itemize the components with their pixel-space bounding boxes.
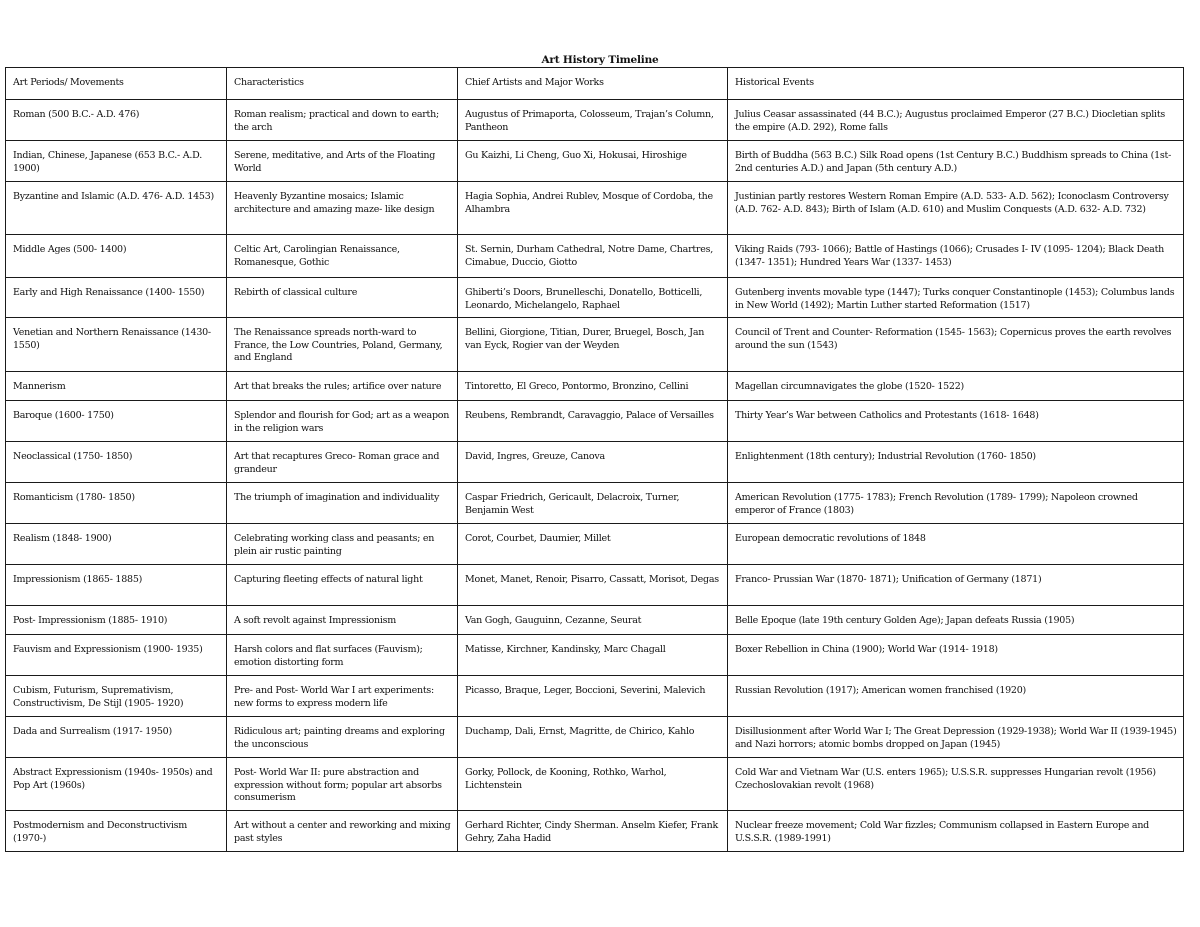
period-cell: Baroque (1600- 1750) <box>6 401 227 442</box>
events-cell: Franco- Prussian War (1870- 1871); Unification of Germany (1871) <box>728 565 1184 606</box>
table-row <box>6 676 1184 717</box>
table-row <box>6 635 1184 676</box>
events-cell: Boxer Rebellion in China (1900); World War (1914- 1918) <box>728 635 1184 676</box>
characteristics-cell: Pre- and Post- World War I art experiments: new forms to express modern life <box>227 676 458 717</box>
characteristics-cell: Art without a center and reworking and mixing past styles <box>227 811 458 852</box>
characteristics-cell: Rebirth of classical culture <box>227 278 458 318</box>
characteristics-cell: Serene, meditative, and Arts of the Floating World <box>227 141 458 182</box>
artists-cell: Caspar Friedrich, Gericault, Delacroix, Turner, Benjamin West <box>458 483 728 524</box>
events-cell: Viking Raids (793- 1066); Battle of Hastings (1066); Crusades I- IV (1095- 1204); Black Death (1347- 1351); Hundred Years War (1337- 1453) <box>728 235 1184 278</box>
period-cell: Post- Impressionism (1885- 1910) <box>6 606 227 635</box>
events-cell: Nuclear freeze movement; Cold War fizzles; Communism collapsed in Eastern Europe and U.S.S.R. (1989-1991) <box>728 811 1184 852</box>
table-row <box>6 565 1184 606</box>
table-row <box>6 758 1184 811</box>
characteristics-cell: A soft revolt against Impressionism <box>227 606 458 635</box>
artists-cell: Gorky, Pollock, de Kooning, Rothko, Warhol, Lichtenstein <box>458 758 728 811</box>
table-row <box>6 182 1184 235</box>
artists-cell: Monet, Manet, Renoir, Pisarro, Cassatt, Morisot, Degas <box>458 565 728 606</box>
period-cell: Impressionism (1865- 1885) <box>6 565 227 606</box>
artists-cell: Duchamp, Dali, Ernst, Magritte, de Chirico, Kahlo <box>458 717 728 758</box>
events-cell: Magellan circumnavigates the globe (1520- 1522) <box>728 372 1184 401</box>
events-cell: Enlightenment (18th century); Industrial Revolution (1760- 1850) <box>728 442 1184 483</box>
characteristics-cell: Art that recaptures Greco- Roman grace and grandeur <box>227 442 458 483</box>
column-header-events: Historical Events <box>728 68 1184 100</box>
period-cell: Romanticism (1780- 1850) <box>6 483 227 524</box>
table-row <box>6 318 1184 372</box>
events-cell: Cold War and Vietnam War (U.S. enters 1965); U.S.S.R. suppresses Hungarian revolt (1956) Czechoslovakian revolt (1968) <box>728 758 1184 811</box>
table-row <box>6 372 1184 401</box>
table-row <box>6 100 1184 141</box>
table-row <box>6 717 1184 758</box>
artists-cell: Ghiberti’s Doors, Brunelleschi, Donatello, Botticelli, Leonardo, Michelangelo, Raphael <box>458 278 728 318</box>
period-cell: Realism (1848- 1900) <box>6 524 227 565</box>
column-header-characteristics: Characteristics <box>227 68 458 100</box>
table-row <box>6 606 1184 635</box>
period-cell: Byzantine and Islamic (A.D. 476- A.D. 1453) <box>6 182 227 235</box>
artists-cell: Corot, Courbet, Daumier, Millet <box>458 524 728 565</box>
timeline-table <box>5 67 1184 852</box>
events-cell: Gutenberg invents movable type (1447); Turks conquer Constantinople (1453); Columbus lands in New World (1492); Martin Luther started Reformation (1517) <box>728 278 1184 318</box>
events-cell: Disillusionment after World War I; The Great Depression (1929-1938); World War II (1939-1945) and Nazi horrors; atomic bombs dropped on Japan (1945) <box>728 717 1184 758</box>
artists-cell: Hagia Sophia, Andrei Rublev, Mosque of Cordoba, the Alhambra <box>458 182 728 235</box>
events-cell: Julius Ceasar assassinated (44 B.C.); Augustus proclaimed Emperor (27 B.C.) Diocletian splits the empire (A.D. 292), Rome falls <box>728 100 1184 141</box>
period-cell: Cubism, Futurism, Supremativism, Constructivism, De Stijl (1905- 1920) <box>6 676 227 717</box>
events-cell: Russian Revolution (1917); American women franchised (1920) <box>728 676 1184 717</box>
artists-cell: Tintoretto, El Greco, Pontormo, Bronzino, Cellini <box>458 372 728 401</box>
table-row <box>6 811 1184 852</box>
period-cell: Dada and Surrealism (1917- 1950) <box>6 717 227 758</box>
events-cell: Birth of Buddha (563 B.C.) Silk Road opens (1st Century B.C.) Buddhism spreads to China (1st-2nd centuries A.D.) and Japan (5th century A.D.) <box>728 141 1184 182</box>
table-row <box>6 278 1184 318</box>
page-title: Art History Timeline <box>541 54 659 66</box>
period-cell: Abstract Expressionism (1940s- 1950s) and Pop Art (1960s) <box>6 758 227 811</box>
artists-cell: Gu Kaizhi, Li Cheng, Guo Xi, Hokusai, Hiroshige <box>458 141 728 182</box>
period-cell: Middle Ages (500- 1400) <box>6 235 227 278</box>
characteristics-cell: Celebrating working class and peasants; en plein air rustic painting <box>227 524 458 565</box>
period-cell: Mannerism <box>6 372 227 401</box>
period-cell: Postmodernism and Deconstructivism (1970-) <box>6 811 227 852</box>
artists-cell: David, Ingres, Greuze, Canova <box>458 442 728 483</box>
table-row <box>6 235 1184 278</box>
events-cell: Belle Epoque (late 19th century Golden Age); Japan defeats Russia (1905) <box>728 606 1184 635</box>
events-cell: Justinian partly restores Western Roman Empire (A.D. 533- A.D. 562); Iconoclasm Controversy (A.D. 762- A.D. 843); Birth of Islam (A.D. 610) and Muslim Conquests (A.D. 632- A.D. 732) <box>728 182 1184 235</box>
characteristics-cell: Heavenly Byzantine mosaics; Islamic architecture and amazing maze- like design <box>227 182 458 235</box>
characteristics-cell: Harsh colors and flat surfaces (Fauvism); emotion distorting form <box>227 635 458 676</box>
artists-cell: Reubens, Rembrandt, Caravaggio, Palace of Versailles <box>458 401 728 442</box>
period-cell: Venetian and Northern Renaissance (1430- 1550) <box>6 318 227 372</box>
table-row <box>6 524 1184 565</box>
artists-cell: Bellini, Giorgione, Titian, Durer, Bruegel, Bosch, Jan van Eyck, Rogier van der Weyden <box>458 318 728 372</box>
table-row <box>6 442 1184 483</box>
column-header-artists: Chief Artists and Major Works <box>458 68 728 100</box>
column-header-periods: Art Periods/ Movements <box>6 68 227 100</box>
table-row <box>6 401 1184 442</box>
period-cell: Fauvism and Expressionism (1900- 1935) <box>6 635 227 676</box>
characteristics-cell: The triumph of imagination and individuality <box>227 483 458 524</box>
artists-cell: Gerhard Richter, Cindy Sherman. Anselm Kiefer, Frank Gehry, Zaha Hadid <box>458 811 728 852</box>
table-row <box>6 141 1184 182</box>
characteristics-cell: Celtic Art, Carolingian Renaissance, Romanesque, Gothic <box>227 235 458 278</box>
artists-cell: Van Gogh, Gauguinn, Cezanne, Seurat <box>458 606 728 635</box>
characteristics-cell: Ridiculous art; painting dreams and exploring the unconscious <box>227 717 458 758</box>
events-cell: Council of Trent and Counter- Reformation (1545- 1563); Copernicus proves the earth revolves around the sun (1543) <box>728 318 1184 372</box>
table-row <box>6 483 1184 524</box>
header-row <box>6 68 1184 100</box>
artists-cell: Picasso, Braque, Leger, Boccioni, Severini, Malevich <box>458 676 728 717</box>
period-cell: Early and High Renaissance (1400- 1550) <box>6 278 227 318</box>
events-cell: Thirty Year’s War between Catholics and Protestants (1618- 1648) <box>728 401 1184 442</box>
characteristics-cell: Art that breaks the rules; artifice over nature <box>227 372 458 401</box>
artists-cell: Augustus of Primaporta, Colosseum, Trajan’s Column, Pantheon <box>458 100 728 141</box>
characteristics-cell: Splendor and flourish for God; art as a weapon in the religion wars <box>227 401 458 442</box>
artists-cell: St. Sernin, Durham Cathedral, Notre Dame, Chartres, Cimabue, Duccio, Giotto <box>458 235 728 278</box>
period-cell: Neoclassical (1750- 1850) <box>6 442 227 483</box>
events-cell: American Revolution (1775- 1783); French Revolution (1789- 1799); Napoleon crowned emperor of France (1803) <box>728 483 1184 524</box>
events-cell: European democratic revolutions of 1848 <box>728 524 1184 565</box>
characteristics-cell: Roman realism; practical and down to earth; the arch <box>227 100 458 141</box>
period-cell: Indian, Chinese, Japanese (653 B.C.- A.D. 1900) <box>6 141 227 182</box>
characteristics-cell: Capturing fleeting effects of natural light <box>227 565 458 606</box>
period-cell: Roman (500 B.C.- A.D. 476) <box>6 100 227 141</box>
characteristics-cell: The Renaissance spreads north-ward to France, the Low Countries, Poland, Germany, and England <box>227 318 458 372</box>
artists-cell: Matisse, Kirchner, Kandinsky, Marc Chagall <box>458 635 728 676</box>
characteristics-cell: Post- World War II: pure abstraction and expression without form; popular art absorbs consumerism <box>227 758 458 811</box>
